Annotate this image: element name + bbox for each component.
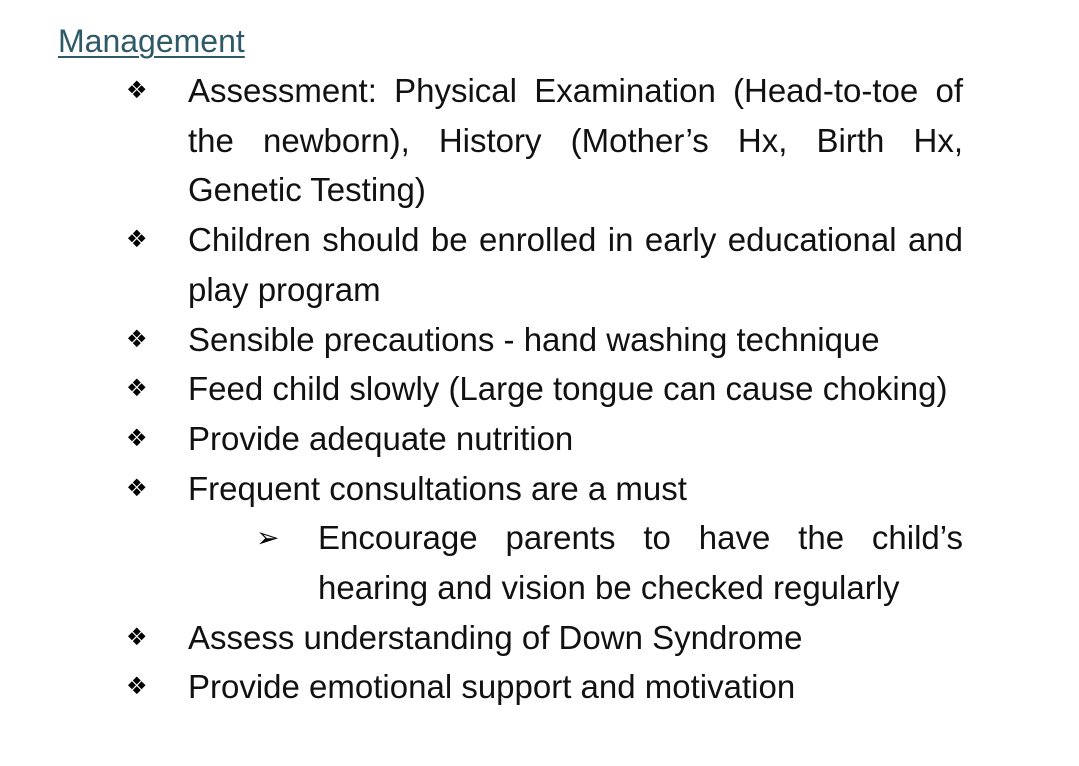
list-item-understanding xyxy=(0,613,1079,663)
diamond-bullet-icon: ❖ xyxy=(126,424,148,452)
list-item-text: Assess understanding of Down Syndrome xyxy=(188,618,803,656)
list-item-consultations xyxy=(0,464,1079,514)
diamond-bullet-icon: ❖ xyxy=(126,77,148,104)
arrow-bullet-icon: ➢ xyxy=(256,522,280,554)
list-item-text: Feed child slowly (Large tongue can cause choking) xyxy=(188,370,948,408)
diamond-bullet-icon: ❖ xyxy=(126,325,148,353)
diamond-bullet-icon: ❖ xyxy=(126,673,148,701)
list-item-text: Provide emotional support and motivation xyxy=(188,668,796,706)
list-item-feeding xyxy=(0,364,1079,414)
list-item-text: Sensible precautions - hand washing technique xyxy=(188,320,880,358)
list-item-text: Frequent consultations are a must xyxy=(188,469,687,507)
list-item-text: Assessment: Physical Examination (Head-to-toe of the newborn), History (Mother’s Hx, Birth Hx, Genetic Testing) xyxy=(188,72,963,209)
list-item-enrollment xyxy=(0,215,1079,314)
list-item-nutrition xyxy=(0,414,1079,464)
list-item-text: Encourage parents to have the child’s hearing and vision be checked regularly xyxy=(318,519,963,607)
list-item-text: Provide adequate nutrition xyxy=(188,419,574,457)
list-item-text: Children should be enrolled in early educational and play program xyxy=(188,221,963,308)
section-heading: Management xyxy=(58,23,245,59)
diamond-bullet-icon: ❖ xyxy=(126,375,148,403)
list-item-precautions xyxy=(0,315,1079,365)
diamond-bullet-icon: ❖ xyxy=(126,226,148,254)
sub-list-item-checkups xyxy=(0,513,1079,612)
diamond-bullet-icon: ❖ xyxy=(126,474,148,502)
management-list xyxy=(0,66,1079,712)
list-item-assessment xyxy=(0,66,1079,215)
diamond-bullet-icon: ❖ xyxy=(126,623,148,651)
list-item-support xyxy=(0,662,1079,712)
